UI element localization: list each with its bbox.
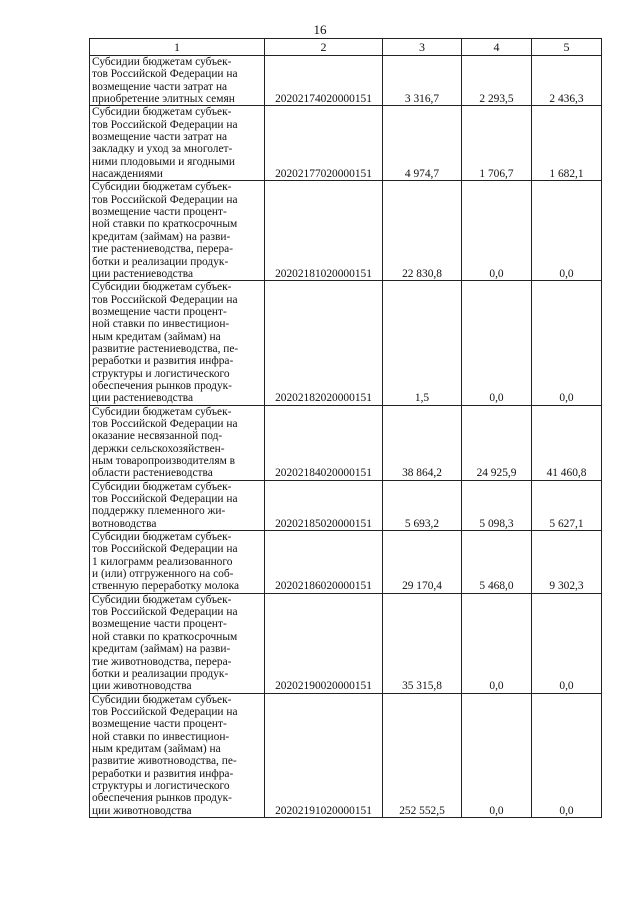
row-name-text: Субсидии бюджетам субъек- тов Российской Федерации на поддержку племенного жи- вотноводства	[92, 480, 238, 530]
value-col4-cell: 5 098,3	[462, 480, 532, 530]
value-col3-cell: 22 830,8	[383, 181, 462, 281]
column-header: 2	[265, 39, 383, 56]
row-name-text: Субсидии бюджетам субъек- тов Российской Федерации на оказание несвязанной под- держки сельскохозяйствен- ным товаропроизводителям в области растениеводства	[92, 405, 238, 480]
budget-code-cell: 20202190020000151	[265, 593, 383, 693]
value-col5-cell: 2 436,3	[532, 56, 602, 106]
row-name-cell	[90, 531, 265, 594]
value-col5-cell: 0,0	[532, 181, 602, 281]
budget-code-cell: 20202174020000151	[265, 56, 383, 106]
value-col3-cell: 5 693,2	[383, 480, 462, 530]
value-col5-cell: 0,0	[532, 593, 602, 693]
value-col4-cell: 0,0	[462, 693, 532, 817]
value-col3-cell: 252 552,5	[383, 693, 462, 817]
column-header: 1	[90, 39, 265, 56]
value-col3-cell: 29 170,4	[383, 531, 462, 594]
row-name-cell	[90, 181, 265, 281]
row-name-cell	[90, 56, 265, 106]
value-col4-cell: 1 706,7	[462, 106, 532, 181]
value-col4-cell: 2 293,5	[462, 56, 532, 106]
row-name-text: Субсидии бюджетам субъек- тов Российской Федерации на возмещение части процент- ной ставки по краткосрочным кредитам (займам) на разви- тие животноводства, перера- ботки и реализации продук- ции животноводства	[92, 593, 238, 693]
row-name-cell	[90, 480, 265, 530]
value-col4-cell: 0,0	[462, 181, 532, 281]
row-name-cell	[90, 281, 265, 405]
value-col4-cell: 5 468,0	[462, 531, 532, 594]
column-header: 5	[532, 39, 602, 56]
budget-table	[89, 38, 602, 818]
row-name-text: Субсидии бюджетам субъек- тов Российской Федерации на возмещение части процент- ной ставки по краткосрочным кредитам (займам) на разви- тие растениеводства, перера- ботки и реализации продук- ции растениеводства	[92, 181, 238, 280]
budget-code-cell: 20202191020000151	[265, 693, 383, 817]
table-row	[90, 531, 602, 594]
column-header: 4	[462, 39, 532, 56]
value-col4-cell: 24 925,9	[462, 405, 532, 480]
budget-code-cell: 20202185020000151	[265, 480, 383, 530]
table-row	[90, 181, 602, 281]
row-name-cell	[90, 106, 265, 181]
table-row	[90, 281, 602, 405]
value-col4-cell: 0,0	[462, 281, 532, 405]
value-col5-cell: 1 682,1	[532, 106, 602, 181]
value-col5-cell: 5 627,1	[532, 480, 602, 530]
row-name-text: Субсидии бюджетам субъек- тов Российской Федерации на возмещение части затрат на приобретение элитных семян	[92, 56, 238, 106]
column-header: 3	[383, 39, 462, 56]
value-col5-cell: 9 302,3	[532, 531, 602, 594]
row-name-text: Субсидии бюджетам субъек- тов Российской Федерации на 1 килограмм реализованного и (или) отгруженного на соб- ственную переработку молока	[92, 531, 240, 593]
value-col4-cell: 0,0	[462, 593, 532, 693]
row-name-cell	[90, 693, 265, 817]
table-row	[90, 405, 602, 480]
table-row	[90, 480, 602, 530]
table-row	[90, 106, 602, 181]
row-name-cell	[90, 405, 265, 480]
row-name-text: Субсидии бюджетам субъек- тов Российской Федерации на возмещение части процент- ной ставки по инвестицион- ным кредитам (займам) на развитие растениеводства, пе- реработки и развития инфра- структуры и логистического обеспечения рынков продук- ции растениеводства	[92, 281, 239, 405]
budget-code-cell: 20202177020000151	[265, 106, 383, 181]
budget-code-cell: 20202181020000151	[265, 181, 383, 281]
page-number: 16	[313, 22, 327, 37]
value-col3-cell: 3 316,7	[383, 56, 462, 106]
value-col3-cell: 35 315,8	[383, 593, 462, 693]
value-col3-cell: 38 864,2	[383, 405, 462, 480]
row-name-text: Субсидии бюджетам субъек- тов Российской Федерации на возмещение части затрат на закладку и уход за многолет- ними плодовыми и ягодными насаждениями	[92, 106, 238, 181]
value-col5-cell: 41 460,8	[532, 405, 602, 480]
value-col5-cell: 0,0	[532, 281, 602, 405]
budget-code-cell: 20202184020000151	[265, 405, 383, 480]
row-name-text: Субсидии бюджетам субъек- тов Российской Федерации на возмещение части процент- ной ставки по инвестицион- ным кредитам (займам) на развитие животноводства, пе- реработки и развития инфра- структуры и логистического обеспечения рынков продук- ции животноводства	[92, 693, 238, 817]
value-col3-cell: 1,5	[383, 281, 462, 405]
table-row	[90, 693, 602, 817]
value-col3-cell: 4 974,7	[383, 106, 462, 181]
value-col5-cell: 0,0	[532, 693, 602, 817]
table-row	[90, 56, 602, 106]
table-row	[90, 593, 602, 693]
row-name-cell	[90, 593, 265, 693]
budget-code-cell: 20202186020000151	[265, 531, 383, 594]
table-header-row	[90, 39, 602, 56]
budget-code-cell: 20202182020000151	[265, 281, 383, 405]
